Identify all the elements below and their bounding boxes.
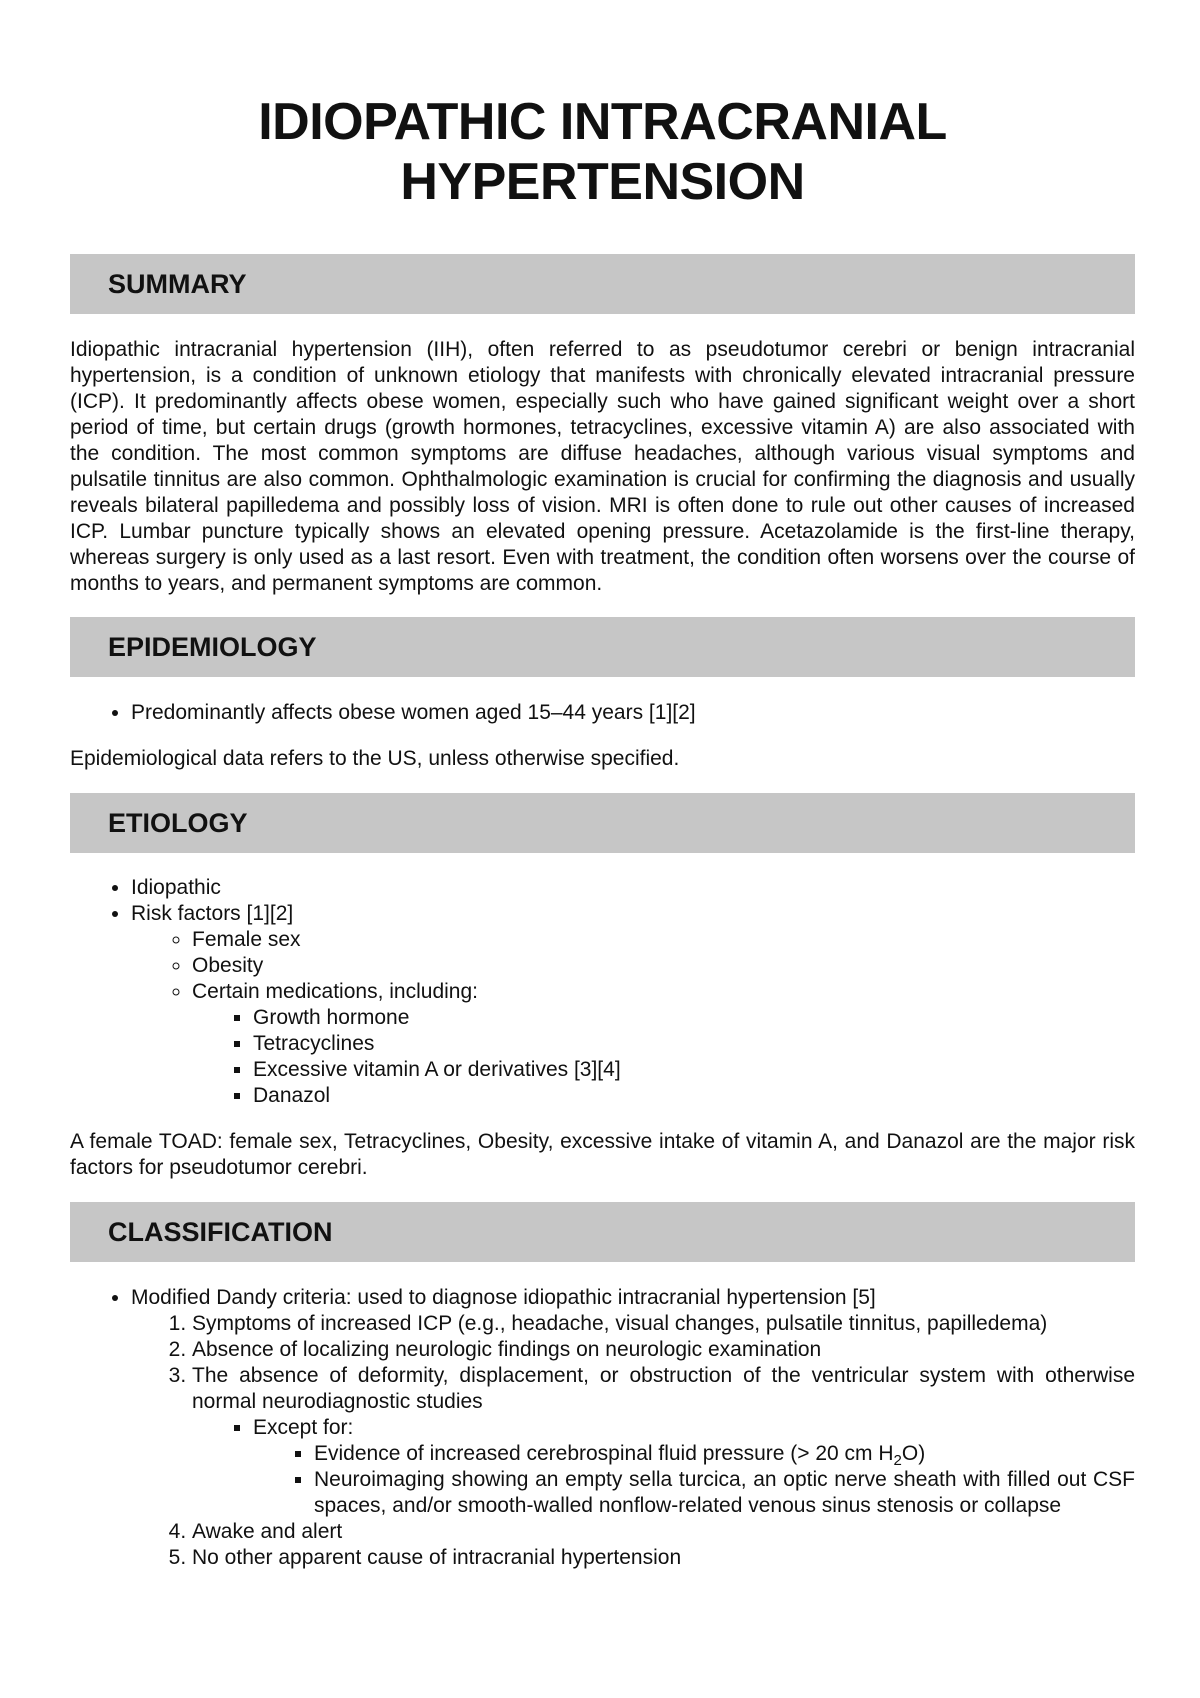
risk-factors-label: Risk factors [1][2]	[131, 902, 294, 925]
list-item: ▪ Excessive vitamin A or derivatives [3][4]	[253, 1057, 1135, 1083]
epidemiology-list	[70, 700, 1135, 726]
etiology-heading: ETIOLOGY	[70, 793, 1135, 853]
exception-items	[253, 1441, 1135, 1519]
title-line-1: IDIOPATHIC INTRACRANIAL	[258, 93, 947, 151]
title-line-2: HYPERTENSION	[400, 153, 805, 211]
list-item: • Idiopathic	[131, 875, 1135, 901]
list-item: 2. Absence of localizing neurologic findings on neurologic examination	[192, 1337, 1135, 1363]
etiology-mnemonic: A female TOAD: female sex, Tetracyclines, Obesity, excessive intake of vitamin A, and Danazol are the major risk factors for pseudotumor cerebri.	[70, 1130, 1135, 1179]
risk-factors-list	[131, 927, 1135, 1109]
dandy-criteria-label: Modified Dandy criteria: used to diagnose idiopathic intracranial hypertension [5]	[131, 1286, 876, 1309]
epidemiology-note: Epidemiological data refers to the US, unless otherwise specified.	[70, 747, 680, 770]
medications-list	[192, 1005, 1135, 1109]
page-title	[70, 92, 1135, 212]
csf-pressure-suffix: O)	[901, 1442, 926, 1465]
list-item: ▪ Neuroimaging showing an empty sella turcica, an optic nerve sheath with filled out CSF spaces, and/or smooth-walled nonflow-related venous sinus stenosis or collapse	[314, 1467, 1135, 1519]
list-item	[192, 979, 1135, 1109]
list-item: 4. Awake and alert	[192, 1519, 1135, 1545]
criterion-3-text: The absence of deformity, displacement, or obstruction of the ventricular system with otherwise normal neurodiagnostic studies	[192, 1364, 1135, 1413]
list-item: 1. Symptoms of increased ICP (e.g., headache, visual changes, pulsatile tinnitus, papilledema)	[192, 1311, 1135, 1337]
epidemiology-heading: EPIDEMIOLOGY	[70, 617, 1135, 677]
list-item	[314, 1441, 1135, 1470]
subscript-2: 2	[893, 1452, 902, 1470]
list-item: ▪ Growth hormone	[253, 1005, 1135, 1031]
etiology-list	[70, 875, 1135, 1109]
medications-label: Certain medications, including:	[192, 980, 478, 1003]
list-item: • Predominantly affects obese women aged 15–44 years [1][2]	[131, 700, 1135, 726]
list-item: ▪ Tetracyclines	[253, 1031, 1135, 1057]
classification-heading: CLASSIFICATION	[70, 1202, 1135, 1262]
list-item	[253, 1415, 1135, 1519]
dandy-criteria-list	[131, 1311, 1135, 1571]
list-item	[131, 901, 1135, 1109]
summary-text: Idiopathic intracranial hypertension (IIH), often referred to as pseudotumor cerebri or benign intracranial hypertension, is a condition of unknown etiology that manifests with chronically elevated intracranial pressure (ICP). It predominantly affects obese women, especially such who have gained significant weight over a short period of time, but certain drugs (growth hormones, tetracyclines, excessive vitamin A) are also associated with the condition. The most common symptoms are diffuse headaches, although various visual symptoms and pulsatile tinnitus are also common. Ophthalmologic examination is crucial for confirming the diagnosis and usually reveals bilateral papilledema and possibly loss of vision. MRI is often done to rule out other causes of increased ICP. Lumbar puncture typically shows an elevated opening pressure. Acetazolamide is the first-line therapy, whereas surgery is only used as a last resort. Even with treatment, the condition often worsens over the course of months to years, and permanent symptoms are common.	[70, 338, 1135, 595]
csf-pressure-text: Evidence of increased cerebrospinal fluid pressure (> 20 cm H	[314, 1442, 894, 1465]
list-item	[192, 1363, 1135, 1519]
classification-list	[70, 1285, 1135, 1571]
list-item: 5. No other apparent cause of intracranial hypertension	[192, 1545, 1135, 1571]
list-item: ◦ Obesity	[192, 953, 1135, 979]
list-item	[131, 1285, 1135, 1571]
except-label: Except for:	[253, 1416, 354, 1439]
list-item: ◦ Female sex	[192, 927, 1135, 953]
exceptions-list	[192, 1415, 1135, 1519]
list-item: ▪ Danazol	[253, 1083, 1135, 1109]
document-page	[70, 0, 1135, 1571]
summary-heading: SUMMARY	[70, 254, 1135, 314]
